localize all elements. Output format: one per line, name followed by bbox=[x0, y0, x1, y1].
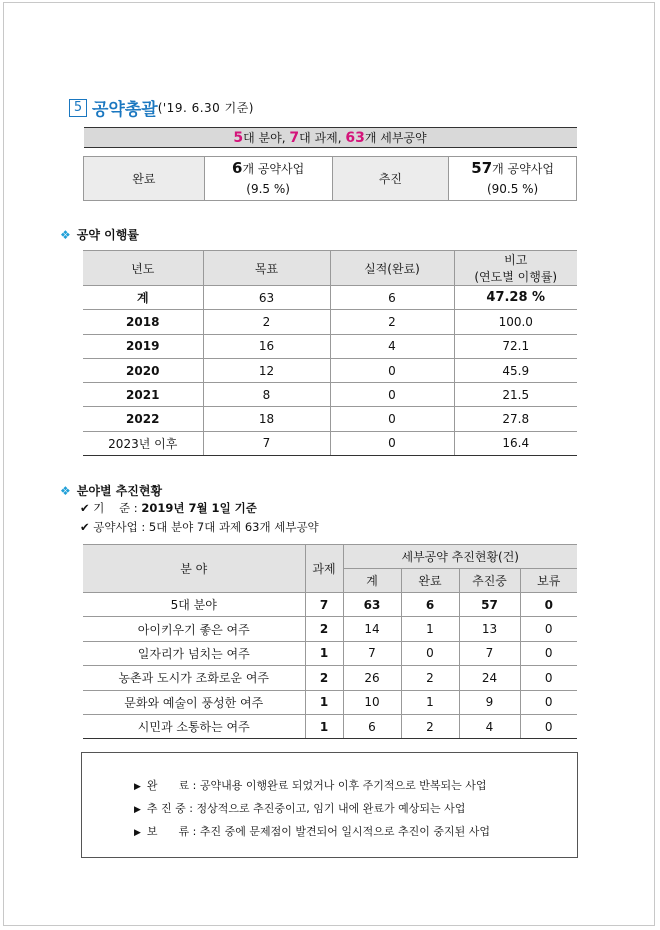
section-heading-field: ❖ 분야별 추진현황 bbox=[60, 483, 163, 498]
section-heading-rate: ❖ 공약 이행률 bbox=[60, 227, 139, 242]
table-row: 아이키우기 좋은 여주 2 14 1 13 0 bbox=[83, 617, 577, 641]
table-row: 계 63 6 47.28 % bbox=[83, 286, 577, 310]
progress-value: 57개 공약사업 (90.5 %) bbox=[449, 157, 577, 201]
criteria-item: ✔ 공약사업 : 5대 분야 7대 과제 63개 세부공약 bbox=[80, 520, 319, 534]
legend-item: ▶ 완 료 : 공약내용 이행완료 되었거나 이후 주기적으로 반복되는 사업 bbox=[134, 779, 487, 792]
summary-banner: 5대 분야, 7대 과제, 63개 세부공약 bbox=[84, 128, 577, 148]
section-title-main: 공약총괄 bbox=[92, 100, 158, 120]
triangle-right-icon: ▶ bbox=[134, 782, 141, 792]
col-field: 분 야 bbox=[83, 545, 305, 593]
section-number: 5 bbox=[69, 99, 87, 117]
yearly-table bbox=[83, 250, 577, 456]
col-group: 세부공약 추진현황(건) bbox=[343, 545, 577, 569]
table-row: 2021 8 0 21.5 bbox=[83, 383, 577, 407]
table-row: 2018 2 2 100.0 bbox=[83, 310, 577, 334]
progress-label: 추진 bbox=[332, 157, 449, 201]
field-table: 분 야 과제 세부공약 추진현황(건) 계 완료 추진중 보류 5대 분야 7 63 6 57 0 아이키우기 좋은 여주 2 14 1 13 0 일자리가 넘치는 여주 1 7 0 7 0 농촌과 도시가 조화로운 여주 2 26 2 24 0 문화와 예술이 풍성한 여주 1 10 1 9 0 시민과 소통하는 여주 1 6 2 4 0 bbox=[83, 544, 577, 739]
table-row: 문화와 예술이 풍성한 여주 1 10 1 9 0 bbox=[83, 690, 577, 714]
table-row: 일자리가 넘치는 여주 1 7 0 7 0 bbox=[83, 641, 577, 665]
col-target: 목표 bbox=[203, 251, 330, 286]
legend-item: ▶ 추 진 중 : 정상적으로 추진중이고, 임기 내에 완료가 예상되는 사업 bbox=[134, 802, 466, 815]
table-row: 2020 12 0 45.9 bbox=[83, 358, 577, 382]
check-icon: ✔ bbox=[80, 501, 90, 515]
table-row: 2022 18 0 27.8 bbox=[83, 407, 577, 431]
col-result: 실적(완료) bbox=[330, 251, 454, 286]
legend-notes bbox=[81, 752, 578, 858]
diamond-bullet-icon: ❖ bbox=[60, 483, 71, 498]
triangle-right-icon: ▶ bbox=[134, 805, 141, 815]
table-row: 2023년 이후 7 0 16.4 bbox=[83, 431, 577, 455]
check-icon: ✔ bbox=[80, 520, 90, 534]
table-row: 시민과 소통하는 여주 1 6 2 4 0 bbox=[83, 714, 577, 738]
done-value: 6개 공약사업 (9.5 %) bbox=[204, 157, 332, 201]
legend-item: ▶ 보 류 : 추진 중에 문제점이 발견되어 일시적으로 추진이 중지된 사업 bbox=[134, 825, 490, 838]
section-title-date: ('19. 6.30 기준) bbox=[157, 101, 254, 115]
triangle-right-icon: ▶ bbox=[134, 828, 141, 838]
table-row: 2019 16 4 72.1 bbox=[83, 334, 577, 358]
table-row: 5대 분야 7 63 6 57 0 bbox=[83, 593, 577, 617]
section-title bbox=[69, 95, 254, 120]
diamond-bullet-icon: ❖ bbox=[60, 227, 71, 242]
criteria-list bbox=[80, 499, 319, 537]
col-task: 과제 bbox=[305, 545, 343, 593]
table-row: 농촌과 도시가 조화로운 여주 2 26 2 24 0 bbox=[83, 666, 577, 690]
criteria-item: ✔ 기 준 : 2019년 7월 1일 기준 bbox=[80, 501, 257, 515]
done-label: 완료 bbox=[84, 157, 205, 201]
summary-table bbox=[83, 127, 577, 201]
col-note: 비고 (연도별 이행률) bbox=[454, 251, 577, 286]
col-year: 년도 bbox=[83, 251, 203, 286]
